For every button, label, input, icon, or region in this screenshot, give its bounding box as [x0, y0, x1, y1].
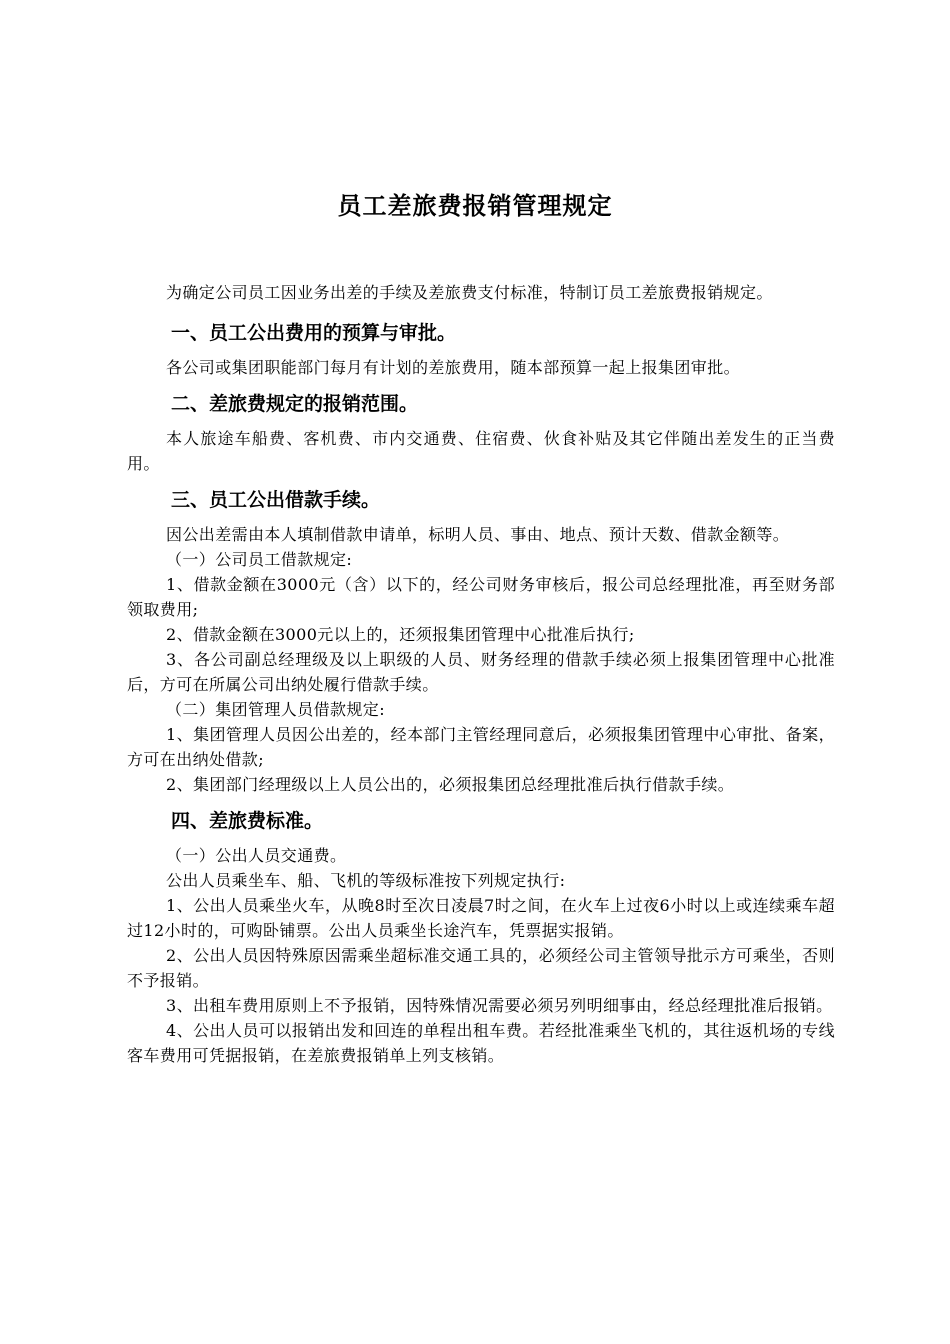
section-3-subheading-2: （二）集团管理人员借款规定:: [166, 700, 385, 719]
section-3-item-5: 2、集团部门经理级以上人员公出的，必须报集团总经理批准后执行借款手续。: [166, 775, 735, 794]
section-3-subheading-1: （一）公司员工借款规定:: [166, 550, 353, 569]
document-body: [127, 280, 835, 1068]
section-4-item-4: 4、公出人员可以报销出发和回连的单程出租车费。若经批准乘坐飞机的，其往返机场的专线客车费用可凭据报销，在差旅费报销单上列支核销。: [127, 1021, 835, 1065]
section-4-item-1: 1、公出人员乘坐火车，从晚8时至次日凌晨7时之间，在火车上过夜6小时以上或连续乘车超过12小时的，可购卧铺票。公出人员乘坐长途汽车，凭票据实报销。: [127, 896, 835, 940]
section-3-item-3: 3、各公司副总经理级及以上职级的人员、财务经理的借款手续必须上报集团管理中心批准后，方可在所属公司出纳处履行借款手续。: [127, 650, 835, 694]
section-4-heading: 四、差旅费标准。: [171, 810, 324, 832]
section-3-item-4: 1、集团管理人员因公出差的，经本部门主管经理同意后，必须报集团管理中心审批、备案，方可在出纳处借款;: [127, 725, 835, 769]
section-4-subheading-1: （一）公出人员交通费。: [166, 846, 347, 865]
document-title: 员工差旅费报销管理规定: [337, 192, 613, 220]
section-1-heading: 一、员工公出费用的预算与审批。: [171, 322, 457, 344]
section-3-paragraph-1: 因公出差需由本人填制借款申请单，标明人员、事由、地点、预计天数、借款金额等。: [166, 525, 790, 544]
section-3-item-2: 2、借款金额在3000元以上的，还须报集团管理中心批准后执行;: [166, 625, 635, 644]
section-4-item-2: 2、公出人员因特殊原因需乘坐超标准交通工具的，必须经公司主管领导批示方可乘坐，否则不予报销。: [127, 946, 835, 990]
section-4-paragraph-1: 公出人员乘坐车、船、飞机的等级标准按下列规定执行:: [166, 871, 566, 890]
section-2-heading: 二、差旅费规定的报销范围。: [171, 393, 419, 415]
intro-paragraph: 为确定公司员工因业务出差的手续及差旅费支付标准，特制订员工差旅费报销规定。: [166, 283, 773, 302]
section-3-item-1: 1、借款金额在3000元（含）以下的，经公司财务审核后，报公司总经理批准，再至财务部领取费用;: [127, 575, 835, 619]
section-4-item-3: 3、出租车费用原则上不予报销，因特殊情况需要必须另列明细事由，经总经理批准后报销。: [166, 996, 833, 1015]
section-2-paragraph-1: 本人旅途车船费、客机费、市内交通费、住宿费、伙食补贴及其它伴随出差发生的正当费用。: [127, 429, 835, 473]
section-1-paragraph-1: 各公司或集团职能部门每月有计划的差旅费用，随本部预算一起上报集团审批。: [166, 358, 741, 377]
section-3-heading: 三、员工公出借款手续。: [171, 489, 381, 511]
